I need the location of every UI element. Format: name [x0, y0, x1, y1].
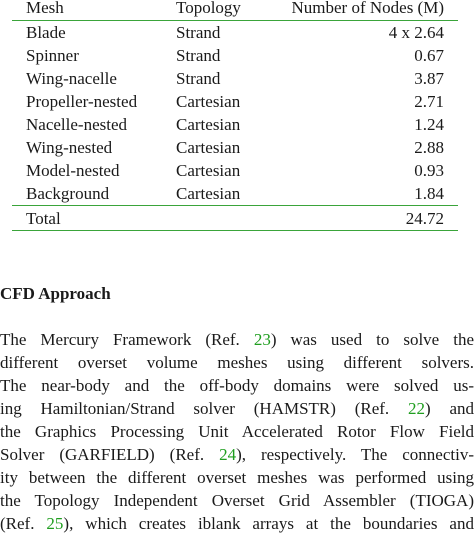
- cell-topology: Cartesian: [176, 161, 241, 180]
- cell-nodes: 0.93: [414, 161, 444, 180]
- table-row: [12, 136, 458, 159]
- cell-mesh: Nacelle-nested: [26, 115, 127, 134]
- text-line: [0, 466, 474, 489]
- table-row: [12, 159, 458, 182]
- cell-topology: Strand: [176, 69, 221, 88]
- text-line: [0, 374, 474, 397]
- text-line: [0, 512, 474, 535]
- header-mesh: Mesh: [12, 0, 162, 21]
- text-line: [0, 420, 474, 443]
- body-paragraph: [0, 328, 474, 535]
- header-nodes: Number of Nodes (M): [274, 0, 458, 21]
- reference-link[interactable]: 25: [46, 514, 64, 533]
- cell-mesh: Wing-nested: [26, 138, 113, 157]
- total-topology: [162, 206, 274, 231]
- total-nodes: 24.72: [274, 206, 458, 231]
- cell-topology: Cartesian: [162, 182, 274, 206]
- section-title: CFD Approach: [0, 284, 111, 303]
- total-label: Total: [12, 206, 162, 231]
- text-run: The near-body and the off-body domains were solved us-: [0, 376, 474, 395]
- cell-nodes: 2.71: [414, 92, 444, 111]
- text-run: ), which creates iblank arrays at the boundaries and: [63, 514, 474, 533]
- cell-topology: Cartesian: [176, 115, 241, 134]
- cell-topology: Strand: [176, 46, 221, 65]
- cell-mesh: Wing-nacelle: [26, 69, 117, 88]
- text-run: ), respectively. The connectiv-: [236, 445, 474, 464]
- text-run: ) was used to solve the: [270, 330, 474, 349]
- text-run: ing Hamiltonian/Strand solver (HAMSTR) (Ref.: [0, 399, 408, 418]
- text-line: [0, 443, 474, 466]
- text-run: ) and: [424, 399, 474, 418]
- text-run: Solver (GARFIELD) (Ref.: [0, 445, 220, 464]
- text-line: [0, 351, 474, 374]
- text-line: [0, 397, 474, 420]
- table-total-row: [12, 206, 458, 231]
- cell-nodes: 3.87: [414, 69, 444, 88]
- text-run: the Graphics Processing Unit Accelerated Rotor Flow Field: [0, 422, 474, 441]
- table-header: [12, 0, 458, 21]
- cell-nodes: 1.84: [274, 182, 458, 206]
- reference-link[interactable]: 23: [253, 330, 271, 349]
- cell-mesh: Spinner: [26, 46, 79, 65]
- mesh-table: [12, 0, 458, 231]
- cell-topology: Cartesian: [176, 138, 241, 157]
- table-row: [12, 90, 458, 113]
- table-header-row: [12, 0, 458, 21]
- table-body: [12, 21, 458, 206]
- text-run: (Ref.: [0, 514, 47, 533]
- cell-nodes: 1.24: [414, 115, 444, 134]
- table-row: [12, 182, 458, 206]
- reference-link[interactable]: 22: [407, 399, 425, 418]
- text-run: ity between the different overset meshes was performed using: [0, 468, 474, 487]
- cell-topology: Cartesian: [176, 92, 241, 111]
- table-footer: [12, 206, 458, 231]
- cell-mesh: Background: [12, 182, 162, 206]
- table-row: [12, 113, 458, 136]
- reference-link[interactable]: 24: [219, 445, 237, 464]
- text-run: different overset volume meshes using different solvers.: [0, 353, 474, 372]
- table-row: [12, 67, 458, 90]
- text-line: [0, 489, 474, 512]
- table-row: [12, 44, 458, 67]
- cell-mesh: Blade: [26, 23, 66, 42]
- cell-nodes: 0.67: [414, 46, 444, 65]
- table-row: [12, 21, 458, 45]
- cell-mesh: Propeller-nested: [26, 92, 138, 111]
- text-run: the Topology Independent Overset Grid Assembler (TIOGA): [0, 491, 474, 510]
- text-line: [0, 328, 474, 351]
- cell-nodes: 2.88: [414, 138, 444, 157]
- text-run: The Mercury Framework (Ref.: [0, 330, 254, 349]
- cell-topology: Strand: [176, 23, 221, 42]
- cell-nodes: 4 x 2.64: [388, 23, 444, 42]
- cell-mesh: Model-nested: [26, 161, 120, 180]
- header-topology: Topology: [162, 0, 274, 21]
